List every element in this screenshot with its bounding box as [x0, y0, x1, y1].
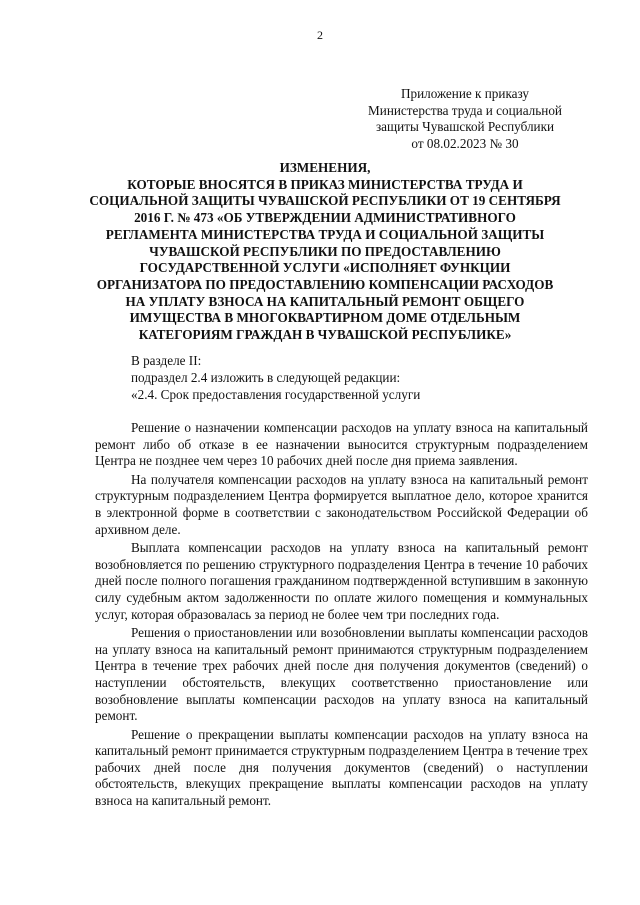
heading-line: ИЗМЕНЕНИЯ, — [279, 160, 371, 175]
body-paragraph: Выплата компенсации расходов на уплату взноса на капитальный ремонт возобновляется по решению структурного подразделения Центра в течение 10 рабочих дней после полного погашения гражданином подтвержденной вступившим в законную силу судебным актом задолженности по оплате жилого помещения и коммунальных услуг, которая образовалась за период не более чем три последних года. — [95, 540, 588, 622]
heading-line: КОТОРЫЕ ВНОСЯТСЯ В ПРИКАЗ МИНИСТЕРСТВА ТРУДА И — [127, 176, 523, 192]
appendix-line: Министерства труда и социальной — [368, 102, 562, 118]
heading-line: ЧУВАШСКОЙ РЕСПУБЛИКИ ПО ПРЕДОСТАВЛЕНИЮ — [149, 243, 501, 259]
body-paragraph: Решение о прекращении выплаты компенсации расходов на уплату взноса на капитальный ремонт принимается структурным подразделением Центра в течение трех рабочих дней после дня получения документов (сведений) о наступлении обстоятельств, влекущих прекращение выплаты компенсации расходов на уплату взноса на капитальный ремонт. — [95, 726, 589, 809]
heading-line: ГОСУДАРСТВЕННОЙ УСЛУГИ «ИСПОЛНЯЕТ ФУНКЦИИ — [139, 260, 511, 276]
heading-line: РЕГЛАМЕНТА МИНИСТЕРСТВА ТРУДА И СОЦИАЛЬНОЙ ЗАЩИТЫ — [105, 226, 545, 242]
heading-line: КАТЕГОРИЯМ ГРАЖДАН В ЧУВАШСКОЙ РЕСПУБЛИКЕ» — [138, 327, 512, 343]
heading-line: НА УПЛАТУ ВЗНОСА НА КАПИТАЛЬНЫЙ РЕМОНТ ОБЩЕГО — [125, 293, 525, 309]
appendix-block — [345, 86, 585, 152]
document-body — [95, 420, 588, 812]
heading-line: 2016 Г. № 473 «ОБ УТВЕРЖДЕНИИ АДМИНИСТРАТИВНОГО — [134, 210, 516, 226]
subsection-instruction: подраздел 2.4 изложить в следующей редакции: — [131, 369, 401, 385]
heading-line: СОЦИАЛЬНОЙ ЗАЩИТЫ ЧУВАШСКОЙ РЕСПУБЛИКИ ОТ 19 СЕНТЯБРЯ — [89, 193, 561, 209]
body-paragraph: Решение о назначении компенсации расходов на уплату взноса на капитальный ремонт либо об отказе в ее назначении выносится структурным подразделением Центра не позднее чем через 10 рабочих дней после дня приема заявления. — [95, 420, 588, 469]
heading-line: ИМУЩЕСТВА В МНОГОКВАРТИРНОМ ДОМЕ ОТДЕЛЬНЫМ — [129, 310, 521, 326]
heading-line: ОРГАНИЗАТОРА ПО ПРЕДОСТАВЛЕНИЮ КОМПЕНСАЦИИ РАСХОДОВ — [96, 276, 554, 292]
body-paragraph: Решения о приостановлении или возобновлении выплаты компенсации расходов на уплату взноса на капитальный ремонт принимаются структурным подразделением Центра в течение трех рабочих дней после дня получения документов (сведений) о наступлении обстоятельств, влекущих соответственно приостановление или возобновление выплаты компенсации расходов на уплату взноса на капитальный ремонт. — [95, 625, 588, 724]
section-reference: В разделе II: — [131, 353, 202, 368]
intro-block — [131, 353, 591, 403]
body-paragraph: На получателя компенсации расходов на уплату взноса на капитальный ремонт структурным подразделением Центра формируется выплатное дело, которое хранится в электронной форме в соответствии с законодательством Российской Федерации об архивном деле. — [95, 471, 588, 537]
appendix-line: Приложение к приказу — [400, 86, 530, 101]
document-heading — [80, 160, 570, 344]
appendix-line: защиты Чувашской Республики — [375, 119, 555, 134]
subsection-title: «2.4. Срок предоставления государственной услуги — [131, 386, 421, 402]
appendix-line: от 08.02.2023 № 30 — [411, 135, 519, 151]
page-number: 2 — [317, 28, 323, 42]
